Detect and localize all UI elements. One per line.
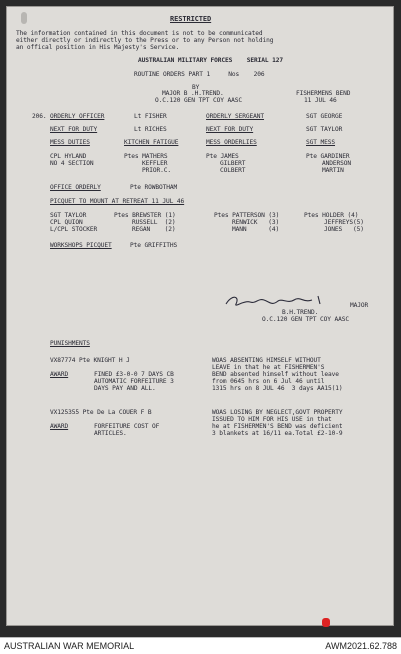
order-number: 206.	[32, 113, 47, 120]
punishments-title: PUNISHMENTS	[50, 340, 90, 347]
mess-duties-label: MESS DUTIES	[50, 139, 90, 146]
notice-line-3: an offical position in His Majesty's Service.	[16, 44, 180, 51]
case2-charge-3: he at FISHERMEN'S BEND was deficient	[212, 423, 343, 430]
orderly-sergeant-label: ORDERLY SERGEANT	[206, 113, 265, 120]
red-tab-marker	[322, 618, 330, 627]
picquet-title: PICQUET TO MOUNT AT RETREAT 11 JUL 46	[50, 198, 185, 205]
picquet-c4-2: JEFFREYS(5)	[324, 219, 364, 226]
picquet-c3-2: RENWICK (3)	[232, 219, 280, 226]
case2-id: VX125355 Pte De La COUER F B	[50, 409, 152, 416]
picquet-c3-1: Ptes PATTERSON (3)	[214, 212, 280, 219]
next-officer: Lt RICHES	[134, 126, 167, 133]
kitchen-2: KEFFLER	[142, 160, 168, 167]
office-orderly: Pte ROWBOTHAM	[130, 184, 178, 191]
case1-charge-1: WOAS ABSENTING HIMSELF WITHOUT	[212, 357, 321, 364]
case1-charge-2: LEAVE in that he at FISHERMEN'S	[212, 364, 325, 371]
case1-award-label: AWARD	[50, 371, 69, 378]
orders-title: ROUTINE ORDERS PART 1 Nos 206	[134, 71, 265, 78]
case2-award-2: ARTICLES.	[94, 430, 127, 437]
workshops-picquet: Pte GRIFFITHS	[130, 242, 178, 249]
picquet-c1-3: L/CPL STOCKER	[50, 226, 98, 233]
mess-orderly-1: Pte JAMES	[206, 153, 239, 160]
picquet-c4-1: Ptes HOLDER (4)	[304, 212, 359, 219]
workshops-label: WORKSHOPS PICQUET	[50, 242, 112, 249]
orderly-officer: Lt FISHER	[134, 113, 167, 120]
mess-orderlies-label: MESS ORDERLIES	[206, 139, 257, 146]
kitchen-3: PRIOR.C.	[142, 167, 172, 174]
orderly-officer-label: ORDERLY OFFICER	[50, 113, 105, 120]
case2-charge-1: WOAS LOSING BY NEGLECT,GOVT PROPERTY	[212, 409, 343, 416]
notice-line-2: either directly or indirectly to the Press or to any Person not holding	[16, 37, 274, 44]
picquet-c2-1: Ptes BREWSTER (1)	[114, 212, 176, 219]
next-sergeant: SGT TAYLOR	[306, 126, 343, 133]
case2-charge-4: 3 blankets at 16/11 ea.Total £2-10-9	[212, 430, 343, 437]
picquet-c2-3: REGAN (2)	[132, 226, 176, 233]
case2-award-label: AWARD	[50, 423, 69, 430]
order-date: 11 JUL 46	[304, 97, 337, 104]
sgt-mess-1: Pte GARDINER	[306, 153, 350, 160]
footer-institution: AUSTRALIAN WAR MEMORIAL	[4, 641, 135, 651]
notice-line-1: The information contained in this document is not to be communicated	[16, 30, 263, 37]
by-label: BY	[192, 84, 200, 91]
commander-name: MAJOR B .H.TREND.	[162, 90, 224, 97]
signature-unit: O.C.120 GEN TPT COY AASC	[262, 316, 350, 323]
picquet-c4-3: JONES (5)	[324, 226, 364, 233]
staple-hole	[21, 12, 27, 24]
next-duty-label-2: NEXT FOR DUTY	[206, 126, 254, 133]
kitchen-fatigue-label: KITCHEN FATIGUE	[124, 139, 179, 146]
picquet-c3-3: MANN (4)	[232, 226, 280, 233]
sgt-mess-3: MARTIN	[322, 167, 344, 174]
mess-duty-1: CPL HYLAND	[50, 153, 87, 160]
picquet-c1-1: SGT TAYLOR	[50, 212, 87, 219]
mess-orderly-3: COLBERT	[220, 167, 246, 174]
forces-serial: AUSTRALIAN MILITARY FORCES SERIAL 127	[138, 57, 284, 64]
picquet-c2-2: RUSSELL (2)	[132, 219, 176, 226]
case1-id: VX87774 Pte KNIGHT H J	[50, 357, 130, 364]
footer-bar	[0, 637, 401, 654]
signature-rank: MAJOR	[350, 302, 369, 309]
footer-accession: AWM2021.62.788	[325, 641, 397, 651]
next-duty-label-1: NEXT FOR DUTY	[50, 126, 98, 133]
signature-name: B.H.TREND.	[282, 309, 319, 316]
case2-charge-2: ISSUED TO HIM FOR HIS USE in that	[212, 416, 332, 423]
commander-unit: O.C.120 GEN TPT COY AASC	[155, 97, 243, 104]
mess-duty-2: NO 4 SECTION	[50, 160, 94, 167]
picquet-c1-2: CPL QUION	[50, 219, 83, 226]
office-orderly-label: OFFICE ORDERLY	[50, 184, 101, 191]
document-page	[6, 6, 394, 626]
location: FISHERMENS BEND	[296, 90, 351, 97]
case1-charge-3: BEND absented himself without leave	[212, 371, 339, 378]
classification-heading: RESTRICTED	[170, 15, 212, 23]
case1-award-2: AUTOMATIC FORFEITURE 3	[94, 378, 174, 385]
sgt-mess-2: ANDERSON	[322, 160, 352, 167]
sgt-mess-label: SGT MESS	[306, 139, 336, 146]
case1-award-1: FINED £3-0-0 7 DAYS CB	[94, 371, 174, 378]
orderly-sergeant: SGT GEORGE	[306, 113, 343, 120]
kitchen-1: Ptes MATHERS	[124, 153, 168, 160]
case2-award-1: FORFEITURE COST OF	[94, 423, 160, 430]
case1-award-3: DAYS PAY AND ALL.	[94, 385, 156, 392]
case1-charge-4: from 0645 hrs on 6 Jul 46 until	[212, 378, 325, 385]
case1-charge-5: 1315 hrs on 8 JUL 46 3 days AA15(1)	[212, 385, 343, 392]
mess-orderly-2: GILBERT	[220, 160, 246, 167]
